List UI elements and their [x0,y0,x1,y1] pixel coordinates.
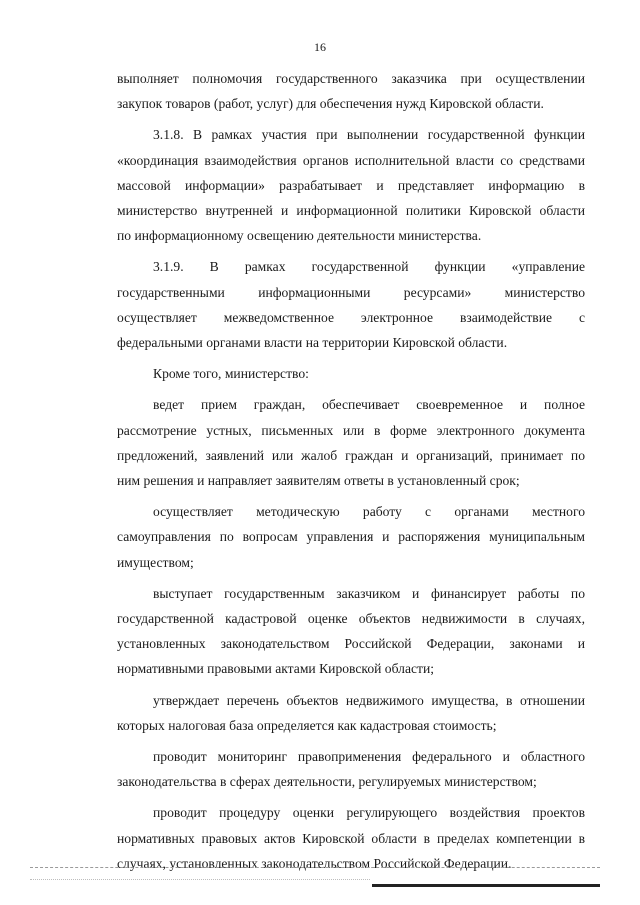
text-line: массовой информации» разрабатывает и представляет информацию в [117,177,585,193]
text-line: проводит процедуру оценки регулирующего воздействия проектов [153,805,585,821]
text-line: министерство внутренней и информационной политики Кировской области [117,203,585,219]
text-line: «координация взаимодействия органов исполнительной власти со средствами [117,152,585,168]
text-line: нормативных правовых актов Кировской области в пределах компетенции в [117,830,585,846]
text-line: ведет прием граждан, обеспечивает своевременное и полное [153,397,585,413]
text-line: выполняет полномочия государственного заказчика при осуществлении [117,71,585,86]
paragraph-intro [117,361,585,386]
list-item-cadastral-valuation [117,581,585,682]
page-number: 16 [314,40,326,54]
text-line: утверждает перечень объектов недвижимого имущества, в отношении [153,692,585,708]
text-line: осуществляет методическую работу с органами местного [153,504,585,520]
scan-divider-line [30,867,600,868]
text-line: выступает государственным заказчиком и финансирует работы по [153,585,585,601]
text-line: закупок товаров (работ, услуг) для обеспечения нужд Кировской области. [117,96,544,112]
scan-artifact-line [30,879,370,880]
text-line: ним решения и направляет заявителям ответы в установленный срок; [117,473,520,489]
text-line: рассмотрение устных, письменных или в форме электронного документа [117,422,585,438]
text-line: предложений, заявлений или жалоб граждан и организаций, принимает по [117,447,585,463]
text-line: государственной кадастровой оценке объектов недвижимости в случаях, [117,611,585,627]
text-line: 3.1.9. В рамках государственной функции «управление [153,259,585,275]
scan-bottom-bar [372,884,600,887]
text-line: осуществляет межведомственное электронное взаимодействие с [117,309,585,325]
text-line: нормативными правовыми актами Кировской области; [117,661,435,677]
text-line: самоуправления по вопросам управления и распоряжения муниципальным [117,529,585,545]
list-item-regulatory-impact [117,800,585,876]
list-item-methodical-work [117,499,585,575]
text-line: имуществом; [117,554,194,570]
text-line: по информационному освещению деятельности министерства. [117,228,482,244]
list-item-citizens [117,392,585,493]
paragraph-3-1-9 [117,254,585,355]
text-line: законодательства в сферах деятельности, регулируемых министерством; [117,774,537,790]
text-line: 3.1.8. В рамках участия при выполнении государственной функции [153,127,585,143]
list-item-property-list [117,688,585,738]
text-line: государственными информационными ресурсами» министерство [117,284,585,300]
text-line: Кроме того, министерство: [153,366,309,382]
text-line: проводит мониторинг правоприменения федерального и областного [153,749,585,765]
list-item-monitoring [117,744,585,794]
text-line: которых налоговая база определяется как кадастровая стоимость; [117,717,497,733]
text-line: федеральными органами власти на территории Кировской области. [117,335,508,351]
paragraph-continuation [117,66,585,116]
text-line: установленных законодательством Российской Федерации, законами и [117,636,585,652]
paragraph-3-1-8 [117,122,585,248]
text-line: случаях, установленных законодательством Российской Федерации. [117,855,512,871]
document-body [117,66,585,882]
